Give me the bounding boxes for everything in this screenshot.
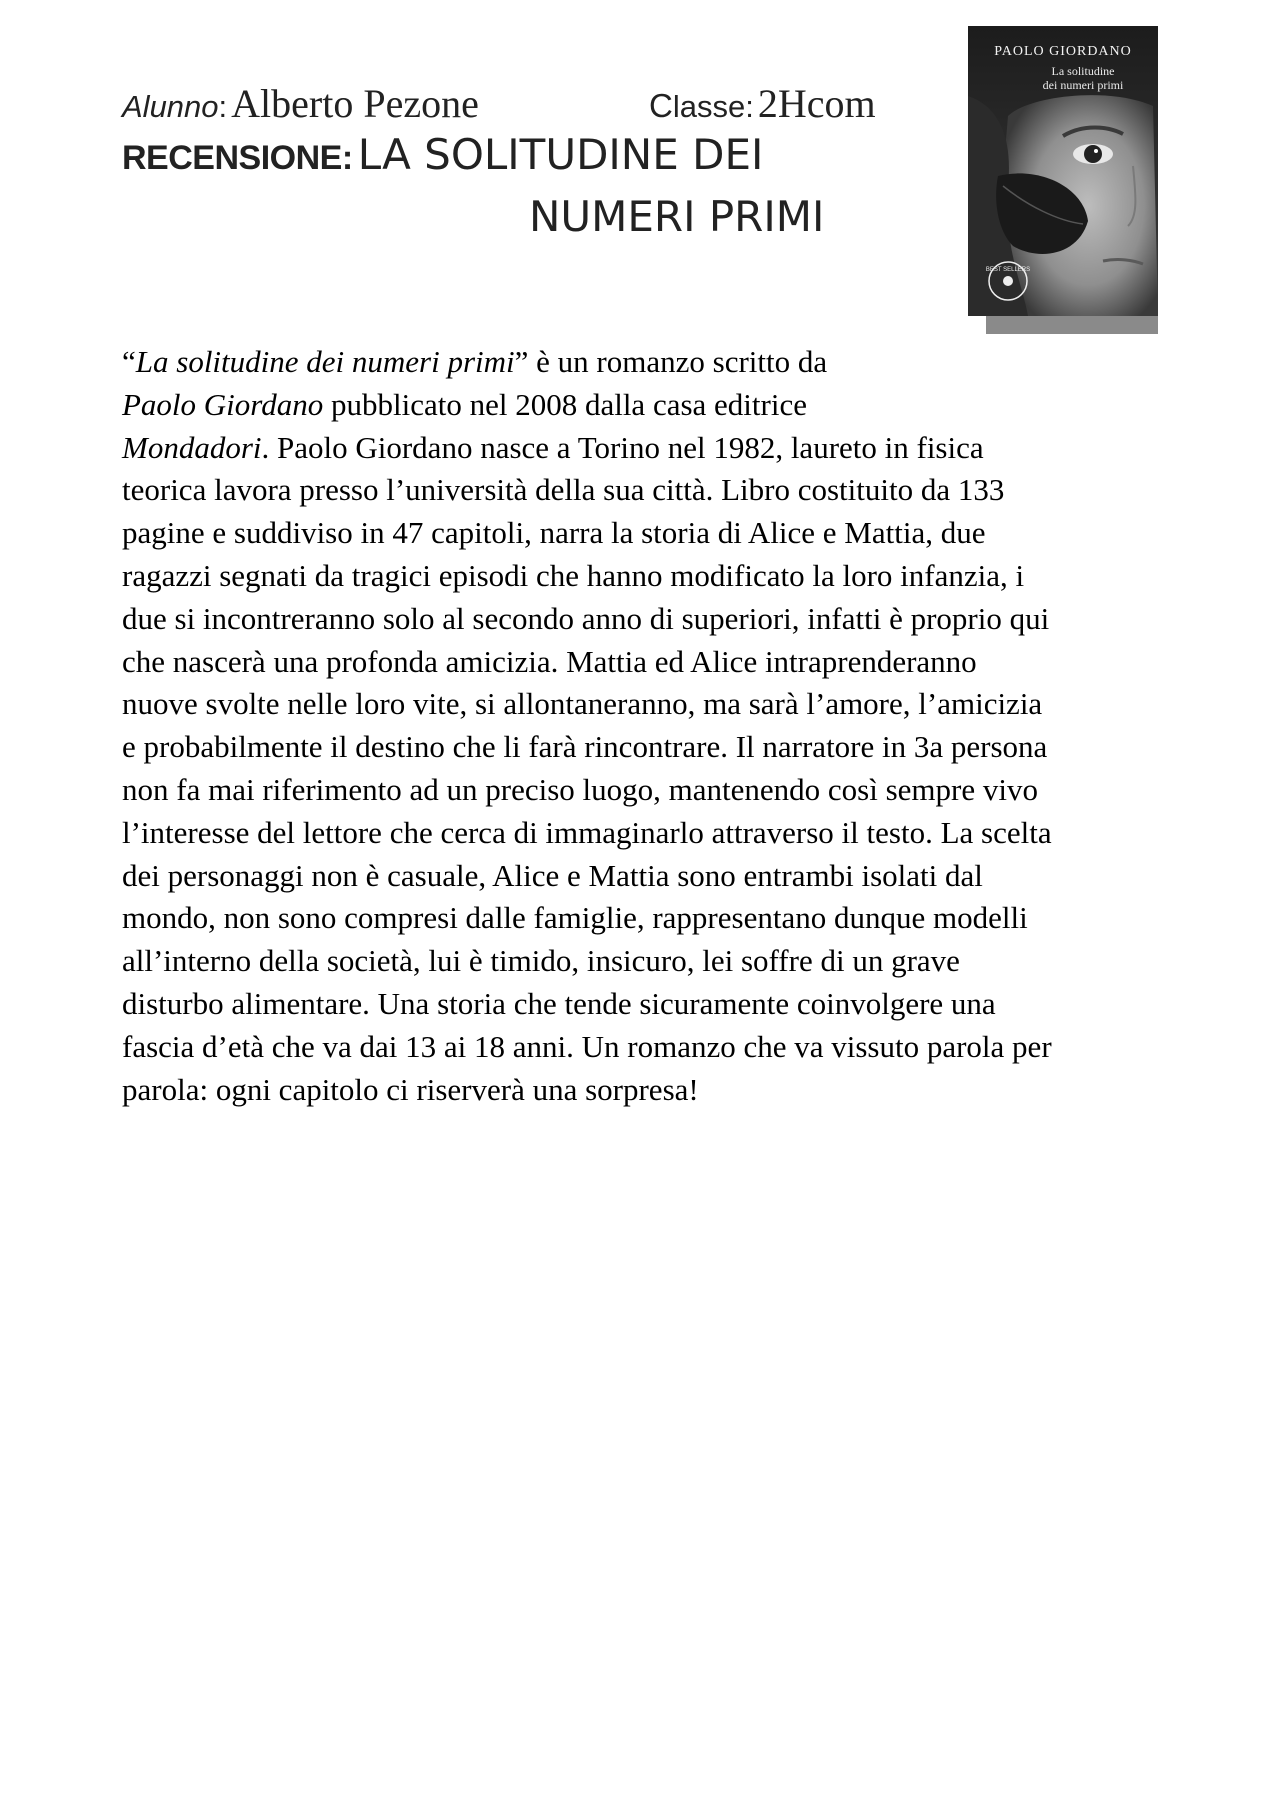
author-inline: Paolo Giordano xyxy=(122,386,324,422)
cover-title-line-1: La solitudine xyxy=(1051,64,1115,78)
line-text: pubblicato nel 2008 dalla casa editrice xyxy=(323,386,807,422)
title-line-1 xyxy=(122,130,882,189)
review-line xyxy=(122,384,1182,427)
review-line: nuove svolte nelle loro vite, si allontaneranno, ma sarà l’amore, l’amicizia xyxy=(122,686,1043,722)
class-value: 2Hcom xyxy=(757,81,876,126)
review-title xyxy=(122,130,882,245)
cover-title xyxy=(1008,64,1158,92)
title-label: RECENSIONE: xyxy=(122,139,353,177)
review-line xyxy=(122,341,1182,384)
class-separator: : xyxy=(745,89,754,124)
book-title-inline: La solitudine dei numeri primi xyxy=(135,344,515,379)
student-info xyxy=(122,80,479,127)
book-title-part-1: LA SOLITUDINE DEI xyxy=(357,130,764,179)
line-text: . Paolo Giordano nasce a Torino nel 1982, laureto in fisica xyxy=(261,429,984,465)
review-line: disturbo alimentare. Una storia che tende sicuramente coinvolgere una xyxy=(122,985,996,1021)
review-line: all’interno della società, lui è timido, insicuro, lei soffre di un grave xyxy=(122,943,960,979)
line-text: ” è un romanzo scritto da xyxy=(514,344,828,379)
review-line: mondo, non sono compresi dalle famiglie, rappresentano dunque modelli xyxy=(122,900,1028,936)
book-cover xyxy=(968,26,1158,316)
publisher-inline: Mondadori xyxy=(122,429,262,465)
book-cover-image xyxy=(968,26,1158,316)
review-line: dei personaggi non è casuale, Alice e Mattia sono entrambi isolati dal xyxy=(122,857,983,893)
class-label: lasse xyxy=(672,89,746,124)
student-separator: : xyxy=(218,89,228,124)
review-body xyxy=(122,341,1182,1111)
review-line: teorica lavora presso l’università della sua città. Libro costituito da 133 xyxy=(122,472,1005,508)
cover-author: PAOLO GIORDANO xyxy=(994,44,1132,59)
review-line: due si incontreranno solo al secondo anno di superiori, infatti è proprio qui xyxy=(122,600,1050,636)
review-line: ragazzi segnati da tragici episodi che hanno modificato la loro infanzia, i xyxy=(122,557,1025,593)
book-title-part-2: NUMERI PRIMI xyxy=(529,192,825,241)
review-line: non fa mai riferimento ad un preciso luogo, mantenendo così sempre vivo xyxy=(122,771,1038,807)
review-line: pagine e suddiviso in 47 capitoli, narra la storia di Alice e Mattia, due xyxy=(122,515,986,551)
header-line xyxy=(122,80,902,130)
student-label: Alunno xyxy=(122,89,219,124)
review-line: parola: ogni capitolo ci riserverà una sorpresa! xyxy=(122,1071,699,1107)
review-line: fascia d’età che va dai 13 ai 18 anni. Un romanzo che va vissuto parola per xyxy=(122,1028,1052,1064)
review-line: e probabilmente il destino che li farà rincontrare. Il narratore in 3a persona xyxy=(122,729,1048,765)
student-name: Alberto Pezone xyxy=(231,81,479,126)
cover-badge-text: BEST SELLERS xyxy=(985,267,1031,273)
class-label-initial: C xyxy=(649,87,673,124)
review-line: l’interesse del lettore che cerca di immaginarlo attraverso il testo. La scelta xyxy=(122,814,1052,850)
quote-open: “ xyxy=(122,344,136,379)
cover-title-line-2: dei numeri primi xyxy=(1042,78,1124,92)
review-line xyxy=(122,427,1182,470)
class-info xyxy=(649,80,876,127)
review-line: che nascerà una profonda amicizia. Mattia ed Alice intraprenderanno xyxy=(122,643,977,679)
